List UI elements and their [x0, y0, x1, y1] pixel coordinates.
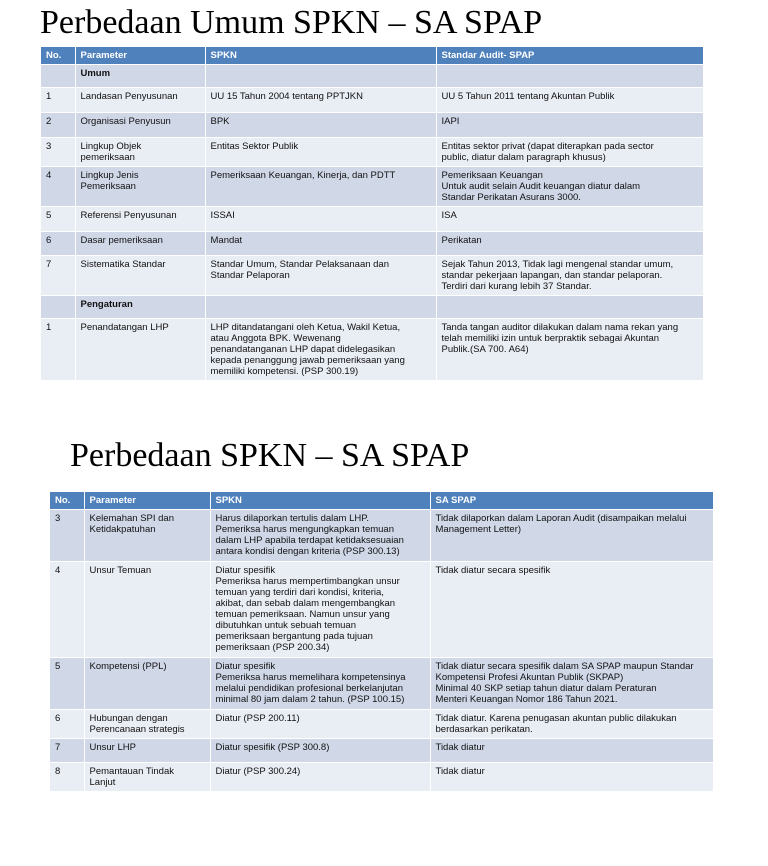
comparison-table-umum — [41, 47, 704, 381]
cell-spkn: Diatur (PSP 300.24) — [210, 763, 430, 792]
header-spap: Standar Audit- SPAP — [436, 47, 703, 65]
cell-spap: Entitas sektor privat (dapat diterapkan pada sector public, diatur dalam paragraph khusus) — [436, 138, 703, 167]
cell-spap: Tidak diatur. Karena penugasan akuntan public dilakukan berdasarkan perikatan. — [430, 710, 713, 739]
header-no: No. — [41, 47, 75, 65]
cell-no: 8 — [50, 763, 84, 792]
cell-parameter: Lingkup Jenis Pemeriksaan — [75, 167, 205, 207]
cell-no: 7 — [50, 739, 84, 763]
section-label: Umum — [75, 65, 205, 88]
table-row — [50, 658, 713, 710]
cell-spap: Tidak dilaporkan dalam Laporan Audit (disampaikan melalui Management Letter) — [430, 510, 713, 562]
cell-no: 3 — [41, 138, 75, 167]
cell-spkn: ISSAI — [205, 207, 436, 232]
table-row — [50, 763, 713, 792]
cell-spkn: Harus dilaporkan tertulis dalam LHP. Pemeriksa harus mengungkapkan temuan dalam LHP apabila terdapat ketidaksesuaian antara kondisi dengan kriteria (PSP 300.13) — [210, 510, 430, 562]
cell-spap: Perikatan — [436, 232, 703, 256]
cell-spkn: Mandat — [205, 232, 436, 256]
table-row — [50, 710, 713, 739]
cell-parameter: Lingkup Objek pemeriksaan — [75, 138, 205, 167]
cell-spkn: BPK — [205, 113, 436, 138]
cell-spap: Sejak Tahun 2013, Tidak lagi mengenal standar umum, standar pekerjaan lapangan, dan standar pelaporan. Terdiri dari kurang lebih 37 Standar. — [436, 256, 703, 296]
table-row — [50, 739, 713, 763]
table-row — [41, 319, 703, 381]
cell-parameter: Organisasi Penyusun — [75, 113, 205, 138]
cell-spkn: Pemeriksaan Keuangan, Kinerja, dan PDTT — [205, 167, 436, 207]
table-row — [41, 256, 703, 296]
table-row — [41, 207, 703, 232]
cell-spap: Tidak diatur secara spesifik dalam SA SPAP maupun Standar Kompetensi Profesi Akuntan Publik (SKPAP) Minimal 40 SKP setiap tahun diatur dalam Peraturan Menteri Keuangan Nomor 186 Tahun 2021. — [430, 658, 713, 710]
table-row — [41, 167, 703, 207]
cell-spap: Tanda tangan auditor dilakukan dalam nama rekan yang telah memiliki izin untuk berpraktik sebagai Akuntan Publik.(SA 700. A64) — [436, 319, 703, 381]
header-no: No. — [50, 492, 84, 510]
cell-no: 2 — [41, 113, 75, 138]
cell-parameter: Kelemahan SPI dan Ketidakpatuhan — [84, 510, 210, 562]
cell-no: 6 — [50, 710, 84, 739]
cell-spap: Pemeriksaan Keuangan Untuk audit selain Audit keuangan diatur dalam Standar Perikatan Asurans 3000. — [436, 167, 703, 207]
section-row-umum — [41, 65, 703, 88]
cell-no: 4 — [41, 167, 75, 207]
slide1-title: Perbedaan Umum SPKN – SA SPAP — [40, 4, 543, 41]
cell-no: 3 — [50, 510, 84, 562]
cell-spkn: Standar Umum, Standar Pelaksanaan dan Standar Pelaporan — [205, 256, 436, 296]
cell-no — [41, 65, 75, 88]
table-row — [41, 138, 703, 167]
header-spkn: SPKN — [205, 47, 436, 65]
cell-no: 1 — [41, 88, 75, 113]
cell-parameter: Penandatangan LHP — [75, 319, 205, 381]
cell-parameter: Unsur Temuan — [84, 562, 210, 658]
cell-spap: Tidak diatur secara spesifik — [430, 562, 713, 658]
table-row — [50, 510, 713, 562]
cell-spap — [436, 65, 703, 88]
cell-no: 1 — [41, 319, 75, 381]
cell-parameter: Sistematika Standar — [75, 256, 205, 296]
header-parameter: Parameter — [75, 47, 205, 65]
table-row — [41, 232, 703, 256]
cell-spap: UU 5 Tahun 2011 tentang Akuntan Publik — [436, 88, 703, 113]
cell-parameter: Hubungan dengan Perencanaan strategis — [84, 710, 210, 739]
cell-parameter: Kompetensi (PPL) — [84, 658, 210, 710]
section-row-pengaturan — [41, 296, 703, 319]
cell-no: 4 — [50, 562, 84, 658]
cell-parameter: Dasar pemeriksaan — [75, 232, 205, 256]
header-spkn: SPKN — [210, 492, 430, 510]
comparison-table-detail — [50, 492, 714, 792]
cell-spkn: Diatur (PSP 200.11) — [210, 710, 430, 739]
cell-no — [41, 296, 75, 319]
cell-spkn: Entitas Sektor Publik — [205, 138, 436, 167]
cell-parameter: Unsur LHP — [84, 739, 210, 763]
cell-no: 6 — [41, 232, 75, 256]
header-parameter: Parameter — [84, 492, 210, 510]
cell-spap: Tidak diatur — [430, 739, 713, 763]
cell-spap — [436, 296, 703, 319]
cell-no: 5 — [50, 658, 84, 710]
cell-spkn: UU 15 Tahun 2004 tentang PPTJKN — [205, 88, 436, 113]
section-label: Pengaturan — [75, 296, 205, 319]
cell-spap: IAPI — [436, 113, 703, 138]
table-row — [41, 113, 703, 138]
header-spap: SA SPAP — [430, 492, 713, 510]
cell-spkn — [205, 296, 436, 319]
table-row — [41, 88, 703, 113]
table-header-row — [50, 492, 713, 510]
cell-spap: ISA — [436, 207, 703, 232]
cell-parameter: Pemantauan Tindak Lanjut — [84, 763, 210, 792]
cell-spap: Tidak diatur — [430, 763, 713, 792]
slide2-title: Perbedaan SPKN – SA SPAP — [70, 437, 470, 474]
table-header-row — [41, 47, 703, 65]
cell-no: 7 — [41, 256, 75, 296]
cell-spkn: Diatur spesifik (PSP 300.8) — [210, 739, 430, 763]
cell-spkn: Diatur spesifik Pemeriksa harus mempertimbangkan unsur temuan yang terdiri dari kondisi, kriteria, akibat, dan sebab dalam mengembangkan temuan pemeriksaan. Namun unsur yang dibutuhkan untuk sebuah temuan pemeriksaan bergantung pada tujuan pemeriksaan (PSP 200.34) — [210, 562, 430, 658]
cell-spkn — [205, 65, 436, 88]
cell-spkn: LHP ditandatangani oleh Ketua, Wakil Ketua, atau Anggota BPK. Wewenang penandatanganan LHP dapat didelegasikan kepada penanggung jawab pemeriksaan yang memiliki kompetensi. (PSP 300.19) — [205, 319, 436, 381]
cell-no: 5 — [41, 207, 75, 232]
cell-parameter: Referensi Penyusunan — [75, 207, 205, 232]
cell-parameter: Landasan Penyusunan — [75, 88, 205, 113]
cell-spkn: Diatur spesifik Pemeriksa harus memelihara kompetensinya melalui pendidikan profesional berkelanjutan minimal 80 jam dalam 2 tahun. (PSP 100.15) — [210, 658, 430, 710]
table-row — [50, 562, 713, 658]
